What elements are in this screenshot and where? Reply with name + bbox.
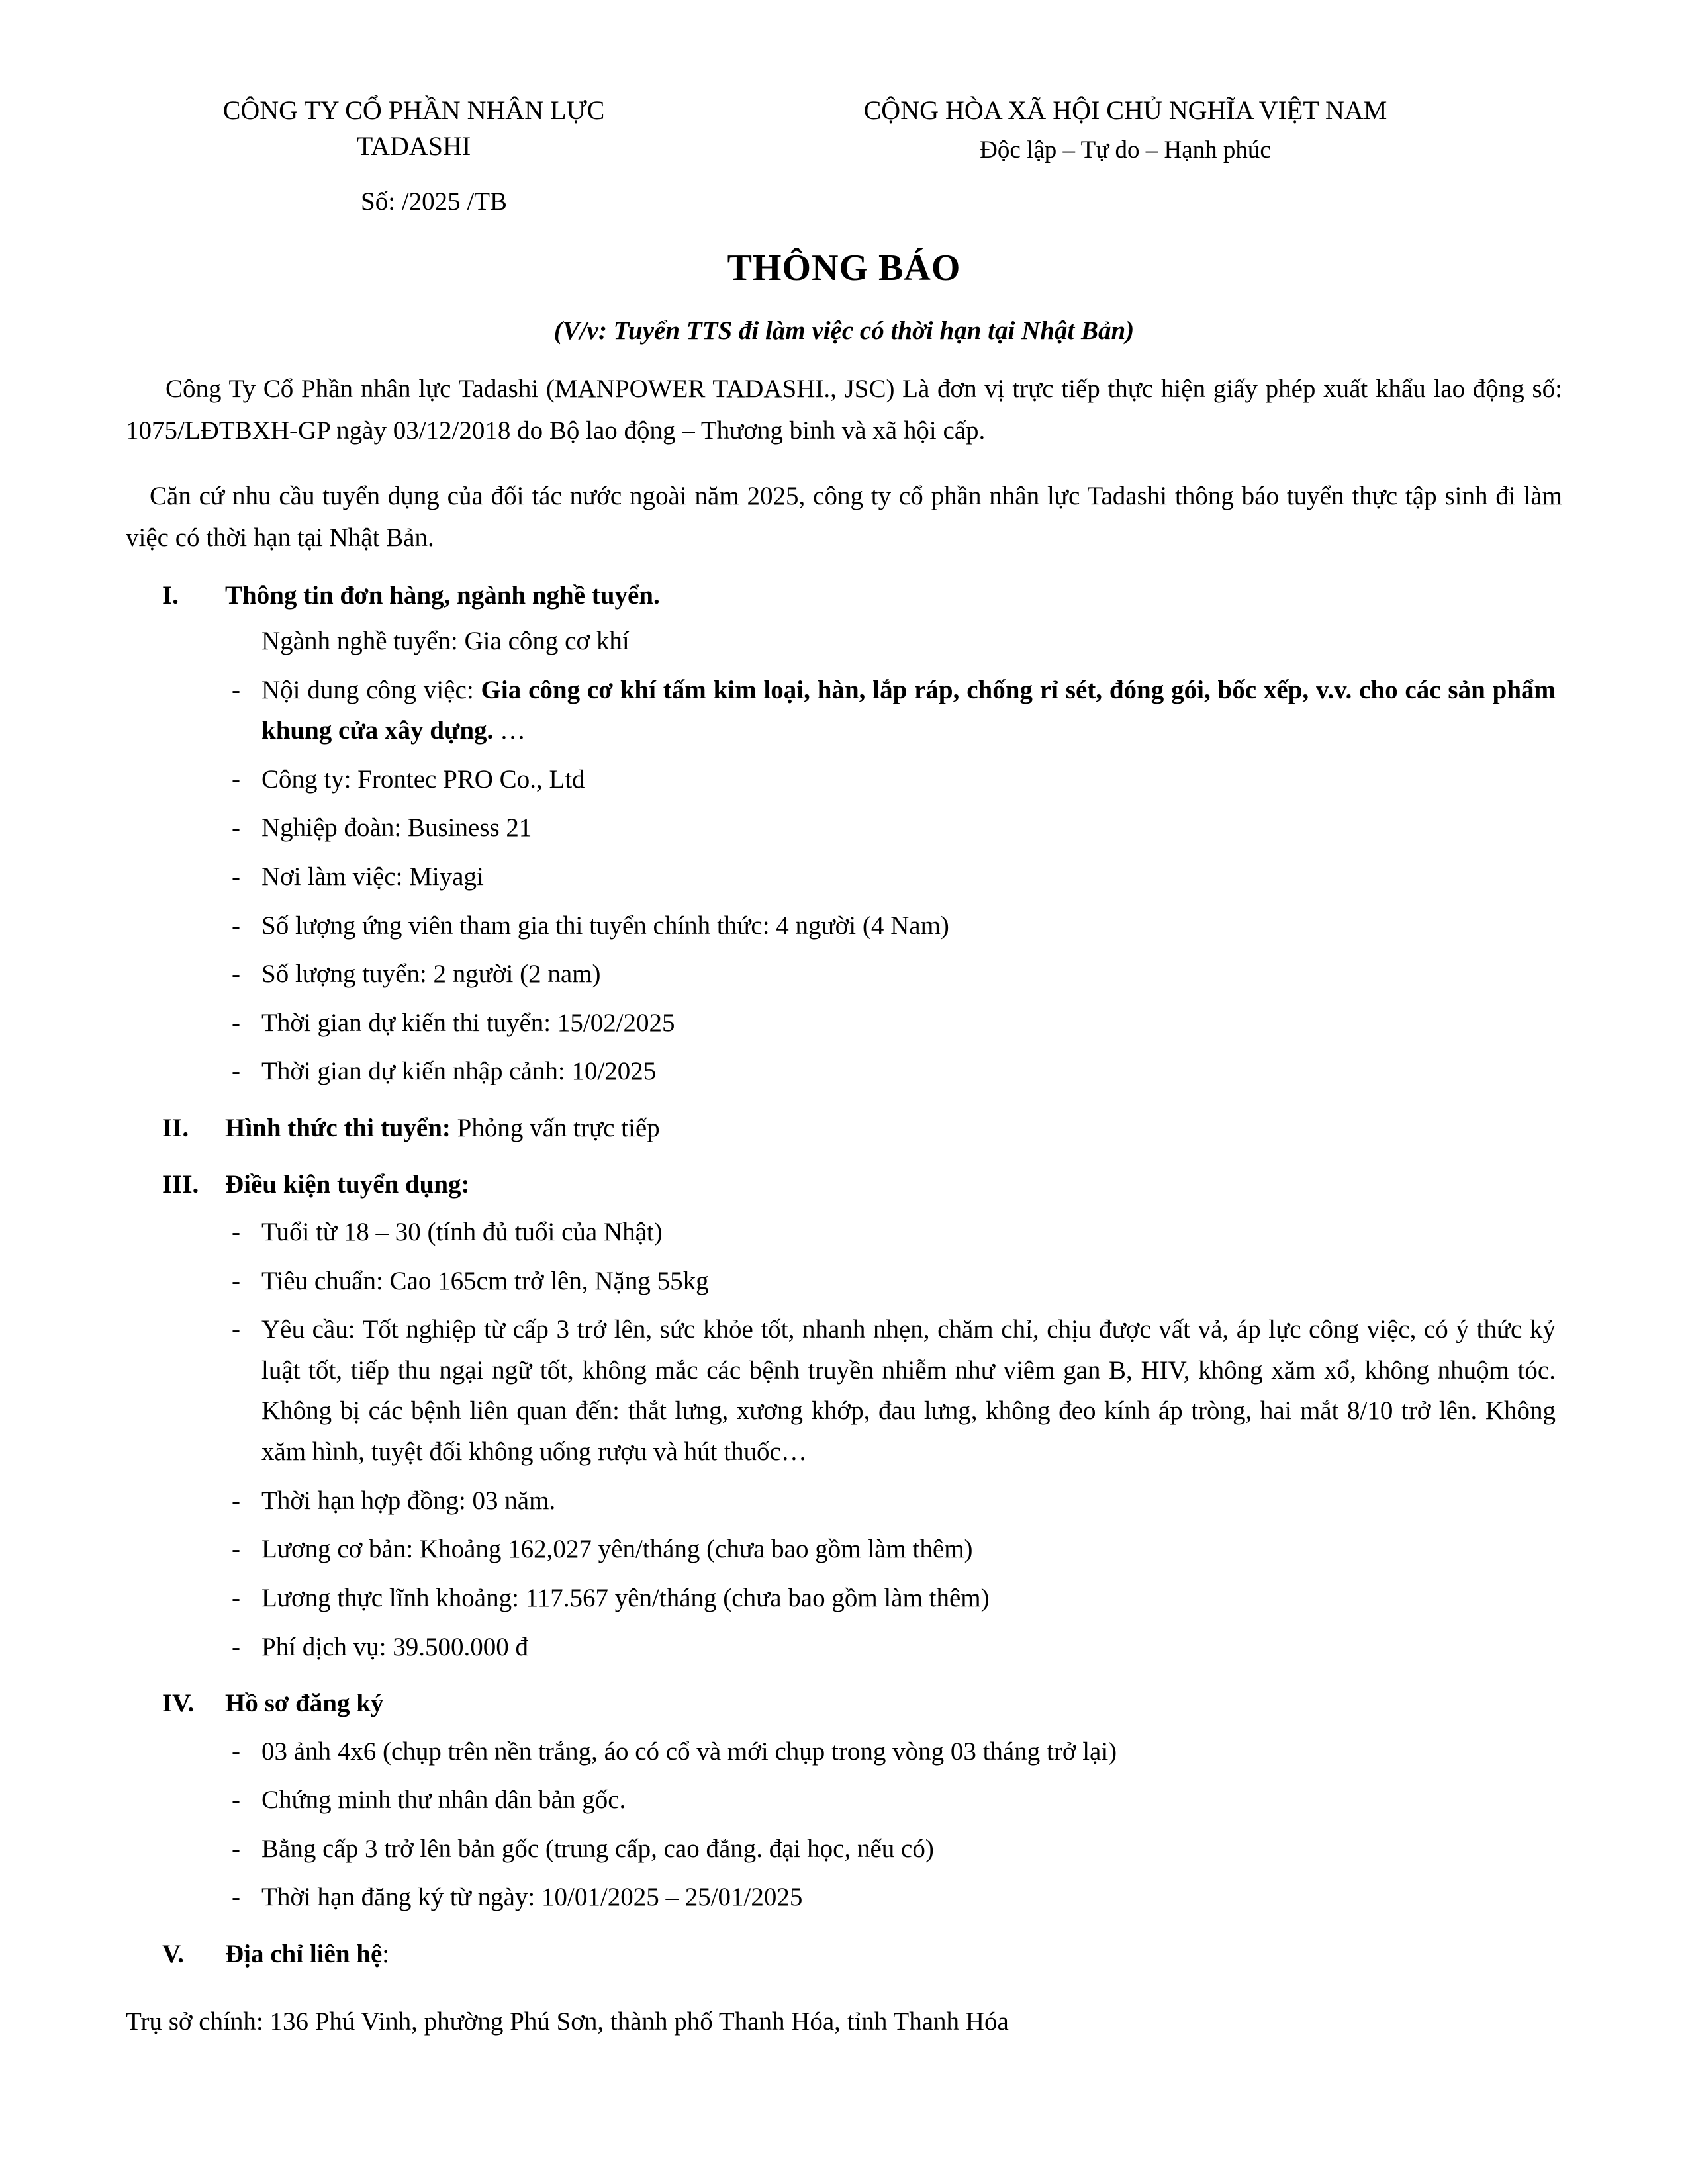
section-heading-2 [126, 1109, 1562, 1148]
list-item [126, 1480, 1562, 1522]
list-item [126, 1578, 1562, 1619]
dash-marker: - [232, 1786, 240, 1815]
dash-marker: - [232, 1315, 240, 1344]
intro-paragraph-1: Công Ty Cổ Phần nhân lực Tadashi (MANPOWER TADASHI., JSC) Là đơn vị trực tiếp thực hiện giấy phép xuất khẩu lao động số: 1075/LĐTBXH-GP ngày 03/12/2018 do Bộ lao động – Thương binh và xã hội cấp. [126, 374, 1562, 445]
list-item-text: Số lượng tuyển: 2 người (2 nam) [261, 960, 601, 989]
document-header [126, 93, 1562, 167]
list-item [126, 1261, 1562, 1302]
section-numeral-1: I. [162, 580, 179, 610]
list-item-text: Yêu cầu: Tốt nghiệp từ cấp 3 trở lên, sức khỏe tốt, nhanh nhẹn, chăm chỉ, chịu được vất vả, áp lực công việc, có ý thức kỷ luật tốt, tiếp thu ngại ngữ tốt, không mắc các bệnh truyền nhiễm như viêm gan B, HIV, không xăm xổ, không nhuộm tóc. Không bị các bệnh liên quan đến: thắt lưng, xương khớp, đau lưng, không đeo kính áp tròng, hai mắt 8/10 trở lên. Không xăm hình, tuyệt đối không uống rượu và hút thuốc… [261, 1315, 1556, 1467]
company-name-line1: CÔNG TY CỔ PHẦN NHÂN LỰC [222, 95, 605, 125]
list-item [126, 807, 1562, 848]
list-item-text: Nghiệp đoàn: Business 21 [261, 813, 532, 842]
list-item-text: Phí dịch vụ: 39.500.000 đ [261, 1632, 529, 1661]
list-item-text: Số lượng ứng viên tham gia thi tuyển chính thức: 4 người (4 Nam) [261, 911, 949, 940]
dash-marker: - [232, 1266, 240, 1295]
list-item-text: Chứng minh thư nhân dân bản gốc. [261, 1786, 626, 1815]
list-item-text: Thời gian dự kiến thi tuyển: 15/02/2025 [261, 1008, 675, 1037]
dash-marker: - [232, 1218, 240, 1247]
section-title-4: Hồ sơ đăng ký [225, 1689, 384, 1718]
list-item [126, 954, 1562, 995]
list-item-text: Nơi làm việc: Miyagi [261, 862, 484, 891]
section-title-3: Điều kiện tuyển dụng: [225, 1169, 470, 1199]
document-number: Số: /2025 /TB [361, 187, 508, 216]
list-item [126, 1309, 1562, 1472]
dash-marker: - [232, 911, 240, 940]
page-subtitle: (V/v: Tuyển TTS đi làm việc có thời hạn tại Nhật Bản) [553, 316, 1135, 345]
dash-marker: - [232, 1883, 240, 1912]
dash-marker: - [232, 1535, 240, 1564]
contact-address: Trụ sở chính: 136 Phú Vinh, phường Phú Sơn, thành phố Thanh Hóa, tỉnh Thanh Hóa [126, 2007, 1009, 2036]
dash-marker: - [232, 764, 240, 794]
dash-marker: - [232, 813, 240, 842]
dash-marker: - [232, 1632, 240, 1661]
national-heading-block [688, 93, 1562, 167]
list-item [126, 1212, 1562, 1253]
list-item [126, 1627, 1562, 1668]
list-item [126, 1529, 1562, 1570]
list-item [126, 1003, 1562, 1044]
section-title-5: Địa chỉ liên hệ: [225, 1940, 390, 1969]
list-item-text: Thời hạn đăng ký từ ngày: 10/01/2025 – 25/01/2025 [261, 1883, 803, 1912]
section-heading-5 [126, 1935, 1562, 1974]
list-item [126, 1877, 1562, 1918]
list-item [126, 1829, 1562, 1870]
section-title-2: Hình thức thi tuyển: Phỏng vấn trực tiếp [225, 1114, 660, 1143]
list-item-text: 03 ảnh 4x6 (chụp trên nền trắng, áo có cổ và mới chụp trong vòng 03 tháng trở lại) [261, 1737, 1117, 1766]
list-item [126, 670, 1562, 751]
list-item-text: Nội dung công việc: Gia công cơ khí tấm kim loại, hàn, lắp ráp, chống rỉ sét, đóng gói, bốc xếp, v.v. cho các sản phẩm khung cửa xây dựng. … [261, 675, 1556, 745]
list-item-text: Bằng cấp 3 trở lên bản gốc (trung cấp, cao đẳng. đại học, nếu có) [261, 1834, 934, 1863]
list-item-text: Thời gian dự kiến nhập cảnh: 10/2025 [261, 1057, 657, 1086]
list-item-text: Công ty: Frontec PRO Co., Ltd [261, 764, 585, 794]
company-name-line2: TADASHI [356, 131, 471, 161]
section-heading-1 [126, 576, 1562, 615]
dash-marker: - [232, 1737, 240, 1766]
section-heading-3 [126, 1165, 1562, 1205]
list-item [126, 759, 1562, 800]
list-item-text: Thời hạn hợp đồng: 03 năm. [261, 1486, 556, 1515]
national-title: CỘNG HÒA XÃ HỘI CHỦ NGHĨA VIỆT NAM [863, 95, 1387, 125]
dash-marker: - [232, 1008, 240, 1037]
section-title-1: Thông tin đơn hàng, ngành nghề tuyển. [225, 580, 660, 610]
list-item [126, 856, 1562, 897]
dash-marker: - [232, 1834, 240, 1863]
list-item-text: Tiêu chuẩn: Cao 165cm trở lên, Nặng 55kg [261, 1266, 709, 1295]
list-item [126, 1780, 1562, 1821]
job-field-line: Ngành nghề tuyển: Gia công cơ khí [261, 627, 630, 656]
list-item [126, 1731, 1562, 1772]
national-motto: Độc lập – Tự do – Hạnh phúc [980, 136, 1271, 163]
section-numeral-5: V. [162, 1940, 184, 1969]
dash-marker: - [232, 862, 240, 891]
dash-marker: - [232, 1486, 240, 1515]
dash-marker: - [232, 1057, 240, 1086]
section-numeral-4: IV. [162, 1689, 195, 1718]
section-numeral-3: III. [162, 1169, 199, 1199]
list-item [126, 905, 1562, 946]
list-item-text: Tuổi từ 18 – 30 (tính đủ tuổi của Nhật) [261, 1218, 663, 1247]
dash-marker: - [232, 1583, 240, 1612]
list-item [126, 1051, 1562, 1092]
dash-marker: - [232, 960, 240, 989]
dash-marker: - [232, 675, 240, 704]
section-numeral-2: II. [162, 1114, 189, 1143]
intro-paragraph-2: Căn cứ nhu cầu tuyển dụng của đối tác nước ngoài năm 2025, công ty cổ phần nhân lực Tadashi thông báo tuyển thực tập sinh đi làm việc có thời hạn tại Nhật Bản. [126, 482, 1562, 553]
company-block [126, 93, 688, 164]
list-item-text: Lương cơ bản: Khoảng 162,027 yên/tháng (chưa bao gồm làm thêm) [261, 1535, 973, 1564]
list-item-text: Lương thực lĩnh khoảng: 117.567 yên/tháng (chưa bao gồm làm thêm) [261, 1583, 990, 1612]
section-heading-4 [126, 1684, 1562, 1723]
page-title: THÔNG BÁO [727, 247, 961, 289]
